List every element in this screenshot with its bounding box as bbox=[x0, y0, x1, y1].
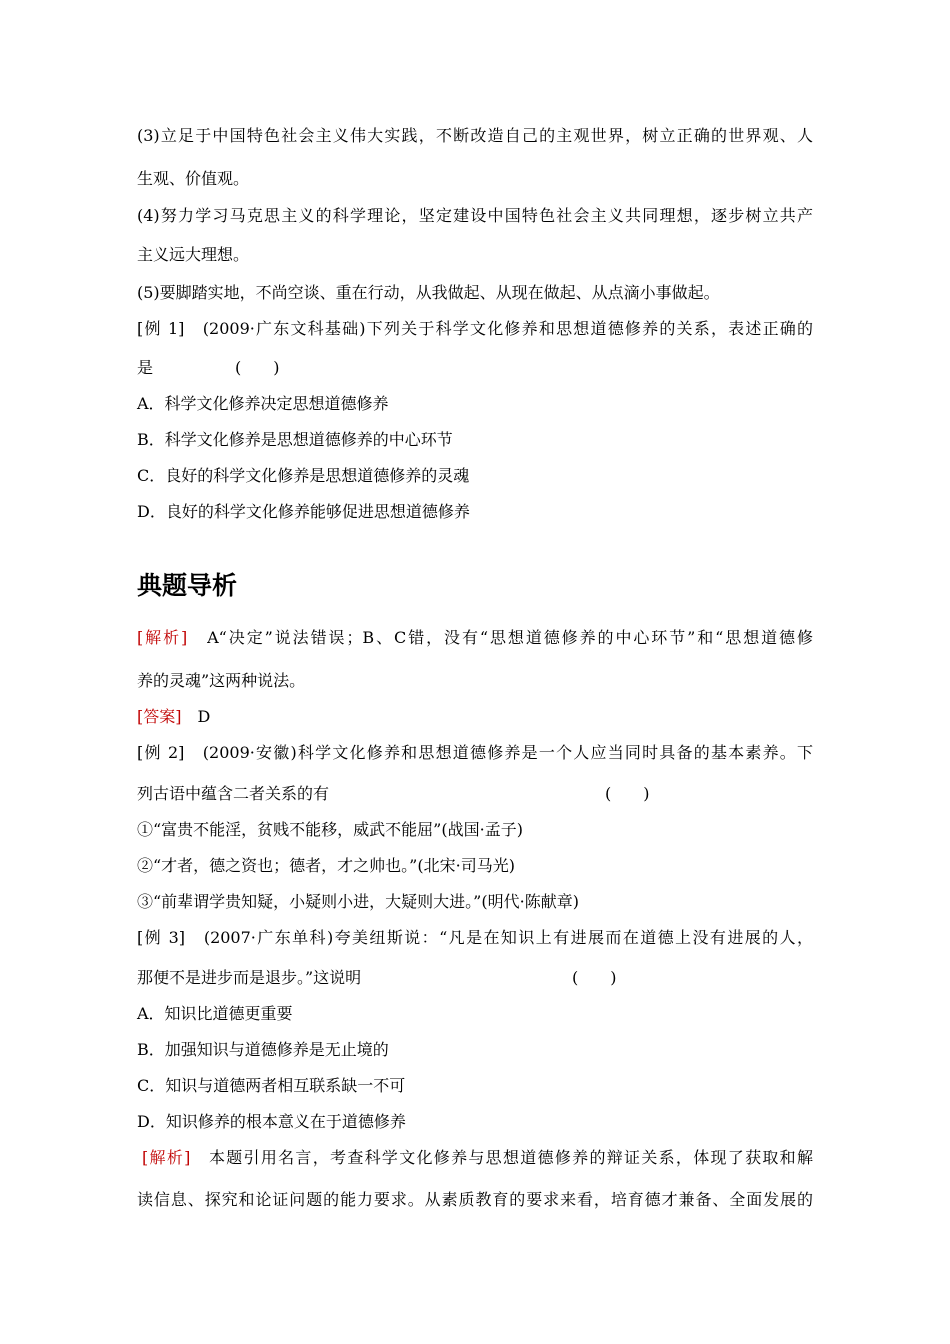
example-1-stem-line1: [例 1] (2009·广东文科基础)下列关于科学文化修养和思想道德修养的关系，表述正确的 bbox=[137, 319, 813, 338]
analysis-label: [解析] bbox=[137, 628, 188, 647]
analysis-2-line1 bbox=[142, 1148, 813, 1168]
example-1-option-c: C．良好的科学文化修养是思想道德修养的灵魂 bbox=[137, 466, 470, 485]
example-1-answer-blank: ( ) bbox=[235, 358, 280, 377]
example-1-option-a: A．科学文化修养决定思想道德修养 bbox=[137, 394, 389, 413]
analysis-1-text: A“决定”说法错误；B、C错，没有“思想道德修养的中心环节”和“思想道德修 bbox=[187, 628, 813, 647]
analysis-2-line2: 读信息、探究和论证问题的能力要求。从素质教育的要求来看，培育德才兼备、全面发展的 bbox=[137, 1190, 813, 1209]
section-heading: 典题导析 bbox=[137, 571, 238, 600]
example-2-stem-end: 列古语中蕴含二者关系的有 bbox=[137, 784, 330, 803]
example-2-stem-line1: [例 2] (2009·安徽)科学文化修养和思想道德修养是一个人应当同时具备的基本素养。下 bbox=[137, 743, 813, 762]
paragraph-4-line2: 主义远大理想。 bbox=[137, 245, 250, 264]
example-1-option-d: D．良好的科学文化修养能够促进思想道德修养 bbox=[137, 502, 470, 521]
example-2-stem-line2 bbox=[137, 784, 650, 804]
example-1-option-b: B．科学文化修养是思想道德修养的中心环节 bbox=[137, 430, 453, 449]
analysis-1-line1 bbox=[137, 628, 813, 648]
analysis-2-text: 本题引用名言，考查科学文化修养与思想道德修养的辩证关系，体现了获取和解 bbox=[190, 1148, 813, 1167]
example-2-answer-blank: ( ) bbox=[605, 784, 650, 803]
example-3-stem-end: 那便不是进步而是退步。”这说明 bbox=[137, 968, 362, 987]
answer-value: D bbox=[181, 707, 211, 726]
paragraph-4-line1: (4)努力学习马克思主义的科学理论，坚定建设中国特色社会主义共同理想，逐步树立共产 bbox=[137, 206, 813, 225]
example-1-stem-end: 是 bbox=[137, 358, 154, 377]
paragraph-5: (5)要脚踏实地，不尚空谈、重在行动，从我做起、从现在做起、从点滴小事做起。 bbox=[137, 283, 720, 302]
example-3-answer-blank: ( ) bbox=[572, 968, 617, 987]
answer-line bbox=[137, 707, 210, 727]
example-3-stem-line1: [例 3] (2007·广东单科)夸美纽斯说：“凡是在知识上有进展而在道德上没有进展的人， bbox=[137, 928, 813, 947]
analysis-1-line2: 养的灵魂”这两种说法。 bbox=[137, 671, 306, 690]
example-1-stem-line2 bbox=[137, 358, 280, 378]
example-2-item-3: ③“前辈谓学贵知疑，小疑则小进，大疑则大进。”(明代·陈献章) bbox=[137, 892, 579, 911]
example-3-option-c: C．知识与道德两者相互联系缺一不可 bbox=[137, 1076, 406, 1095]
paragraph-3-line1: (3)立足于中国特色社会主义伟大实践，不断改造自己的主观世界，树立正确的世界观、人 bbox=[137, 126, 813, 145]
example-3-option-b: B．加强知识与道德修养是无止境的 bbox=[137, 1040, 389, 1059]
example-2-item-2: ②“才者，德之资也；德者，才之帅也。”(北宋·司马光) bbox=[137, 856, 515, 875]
example-3-stem-line2 bbox=[137, 968, 617, 988]
analysis-label: [解析] bbox=[142, 1148, 191, 1167]
example-3-option-d: D．知识修养的根本意义在于道德修养 bbox=[137, 1112, 406, 1131]
paragraph-3-line2: 生观、价值观。 bbox=[137, 169, 250, 188]
example-3-option-a: A．知识比道德更重要 bbox=[137, 1004, 293, 1023]
example-2-item-1: ①“富贵不能淫，贫贱不能移，威武不能屈”(战国·孟子) bbox=[137, 820, 523, 839]
answer-label: [答案] bbox=[137, 707, 182, 726]
